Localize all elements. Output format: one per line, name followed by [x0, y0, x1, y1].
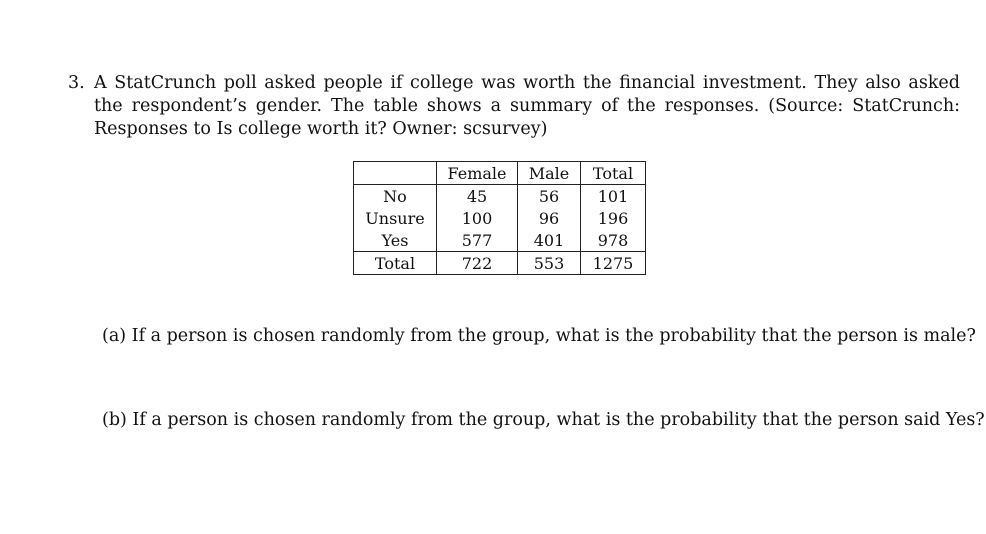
column-header-total: Total: [581, 162, 646, 185]
response-summary-table: [353, 161, 646, 275]
cell-no-female: 45: [437, 185, 518, 208]
table-row: [354, 185, 646, 208]
problem-statement: [68, 72, 960, 141]
problem-number: 3.: [68, 73, 85, 93]
row-label-yes: Yes: [354, 229, 437, 252]
column-header-female: Female: [437, 162, 518, 185]
cell-yes-total: 978: [581, 229, 646, 252]
question-a: (a) If a person is chosen randomly from the group, what is the probability that the person is male?: [102, 326, 976, 346]
table-total-row: [354, 252, 646, 275]
cell-no-total: 101: [581, 185, 646, 208]
row-label-unsure: Unsure: [354, 207, 437, 229]
question-b: (b) If a person is chosen randomly from the group, what is the probability that the person said Yes?: [102, 410, 985, 430]
cell-total-male: 553: [518, 252, 581, 275]
row-label-no: No: [354, 185, 437, 208]
problem-text: A StatCrunch poll asked people if college was worth the financial investment. They also asked the respondent’s gender. The table shows a summary of the responses. (Source: StatCrunch: Responses to Is college worth it? Owner: scsurvey): [94, 73, 960, 139]
response-summary-table-container: [353, 161, 646, 275]
cell-yes-male: 401: [518, 229, 581, 252]
cell-unsure-female: 100: [437, 207, 518, 229]
row-label-total: Total: [354, 252, 437, 275]
table-corner-cell: [354, 162, 437, 185]
cell-total-female: 722: [437, 252, 518, 275]
table-row: [354, 229, 646, 252]
cell-unsure-total: 196: [581, 207, 646, 229]
cell-unsure-male: 96: [518, 207, 581, 229]
cell-no-male: 56: [518, 185, 581, 208]
cell-total-total: 1275: [581, 252, 646, 275]
cell-yes-female: 577: [437, 229, 518, 252]
column-header-male: Male: [518, 162, 581, 185]
table-row: [354, 207, 646, 229]
table-header-row: [354, 162, 646, 185]
